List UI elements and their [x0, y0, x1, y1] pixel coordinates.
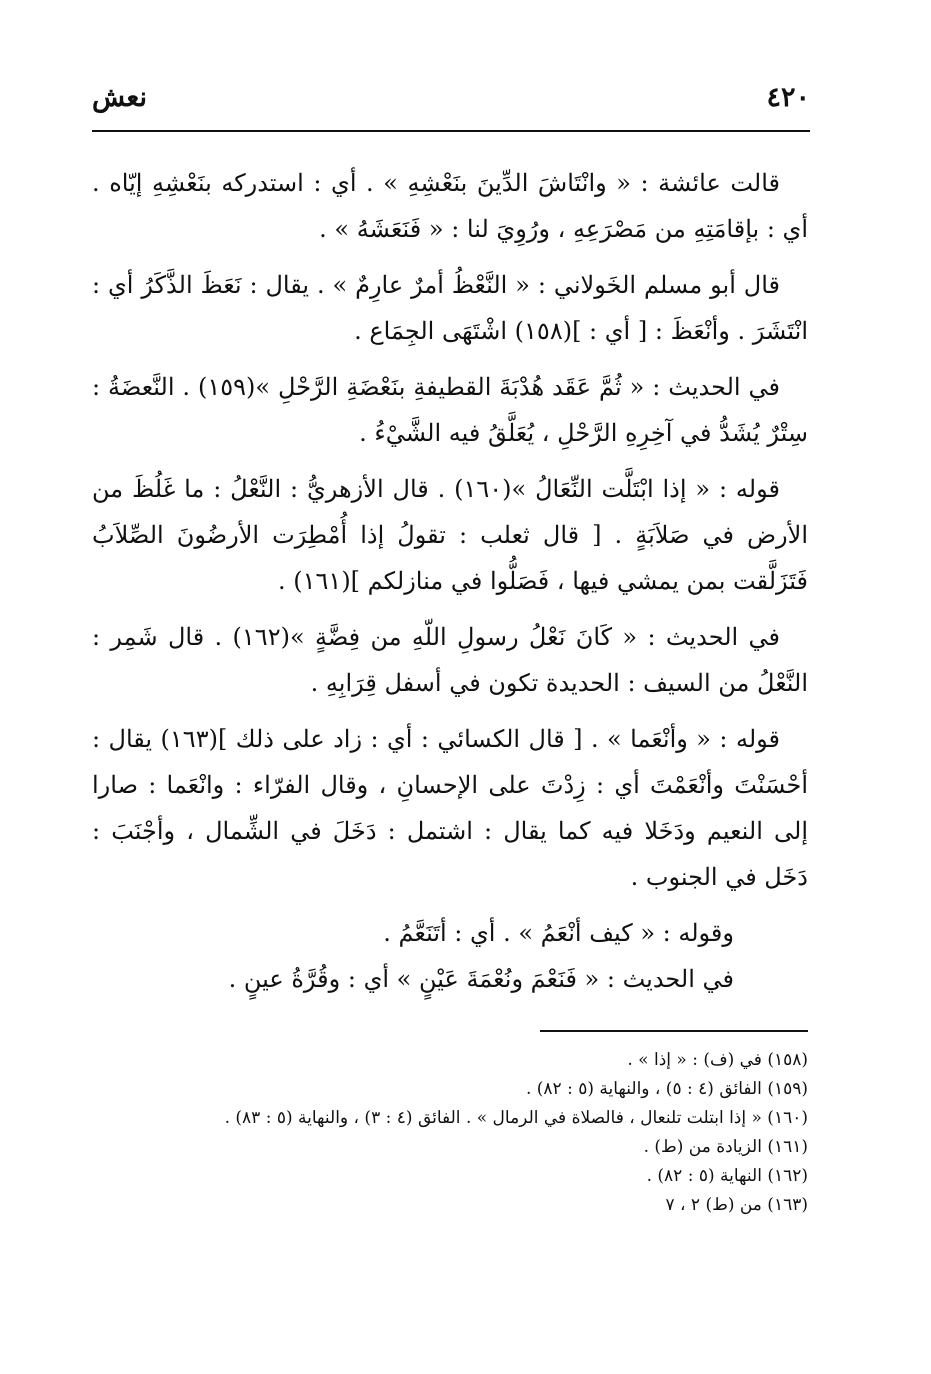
paragraph: في الحديث : « كَانَ نَعْلُ رسولِ اللّهِ من فِضَّةٍ »(١٦٢) . قال شَمِر : النَّعْلُ من السيف : الحديدة تكون في أسفل قِرَابِهِ . [92, 623, 808, 697]
paragraph: قالت عائشة : « وانْتَاشَ الدِّينَ بنَعْشِهِ » . أي : استدركه بنَعْشِهِ إيّاه . أي : بإقامَتِهِ من مَصْرَعِهِ ، ورُوِيَ لنا : « فَنَعَشَهُ » . [92, 169, 808, 243]
header-rule [92, 130, 810, 132]
footnote: (١٦٠) « إذا ابتلت تلنعال ، فالصلاة في الرمال » . الفائق (٤ : ٣) ، والنهاية (٥ : ٨٣) . [224, 1108, 808, 1128]
closing-line: في الحديث : « فَنَعْمَ ونُعْمَةَ عَيْنٍ » أي : وقُرَّةُ عينٍ . [228, 965, 734, 993]
main-text [92, 160, 808, 1002]
page-number: ٤٢٠ [766, 82, 810, 113]
paragraph: في الحديث : « ثُمَّ عَقَد هُدْبَةَ القطيفةِ بنَعْضَةِ الرَّحْلِ »(١٥٩) . النَّعضَةُ : سِتْرٌ يُشَدُّ في آخِرِهِ الرَّحْلِ ، يُعَلَّقُ فيه الشَّيْءُ . [92, 373, 808, 447]
page-header [92, 82, 810, 122]
paragraph: قوله : « وأنْعَما » . [ قال الكسائي : أي : زاد على ذلك ](١٦٣) يقال : أحْسَنْتَ وأنْعَمْتَ أي : زِدْتَ على الإحسانِ ، وقال الفرّاء : وانْعَما : صارا إلى النعيم ودَخَلا فيه كما يقال : اشتمل : دَخَلَ في الشِّمال ، وأجْنَبَ : دَخَل في الجنوب . [92, 725, 809, 891]
running-title: نعش [92, 82, 147, 113]
paragraph: قوله : « إذا ابْتَلَّت النِّعَالُ »(١٦٠) . قال الأزهريُّ : النَّعْلُ : ما غَلُظَ من الأرض في صَلاَبَةٍ . [ قال ثعلب : تقولُ إذا أُمْطِرَت الأرضُونَ الصِّلاَبُ فَتَزَلَّقت بمن يمشي فيها ، فَصَلُّوا في منازلكم ](١٦١) . [92, 475, 808, 595]
footnote: (١٥٩) الفائق (٤ : ٥) ، والنهاية (٥ : ٨٢) . [525, 1079, 808, 1099]
closing-line: وقوله : « كيف أنْعَمُ » . أي : أتَنَعَّمُ . [383, 919, 734, 947]
footnote: (١٦٣) من (ط) ٢ ، ٧ [665, 1195, 808, 1215]
footnote: (١٥٨) في (ف) : « إذا » . [627, 1050, 808, 1070]
paragraph: قال أبو مسلم الخَولاني : « النَّعْظُ أمرٌ عارِمٌ » . يقال : نَعَظَ الذَّكَرُ أي : انْتَشَرَ . وأنْعَظَ : [ أي : ](١٥٨) اشْتَهَى الجِمَاع . [92, 271, 808, 345]
footnotes [200, 1046, 808, 1220]
footnote-rule [540, 1030, 808, 1032]
footnote: (١٦٢) النهاية (٥ : ٨٢) . [646, 1166, 808, 1186]
footnote: (١٦١) الزيادة من (ط) . [643, 1137, 808, 1157]
